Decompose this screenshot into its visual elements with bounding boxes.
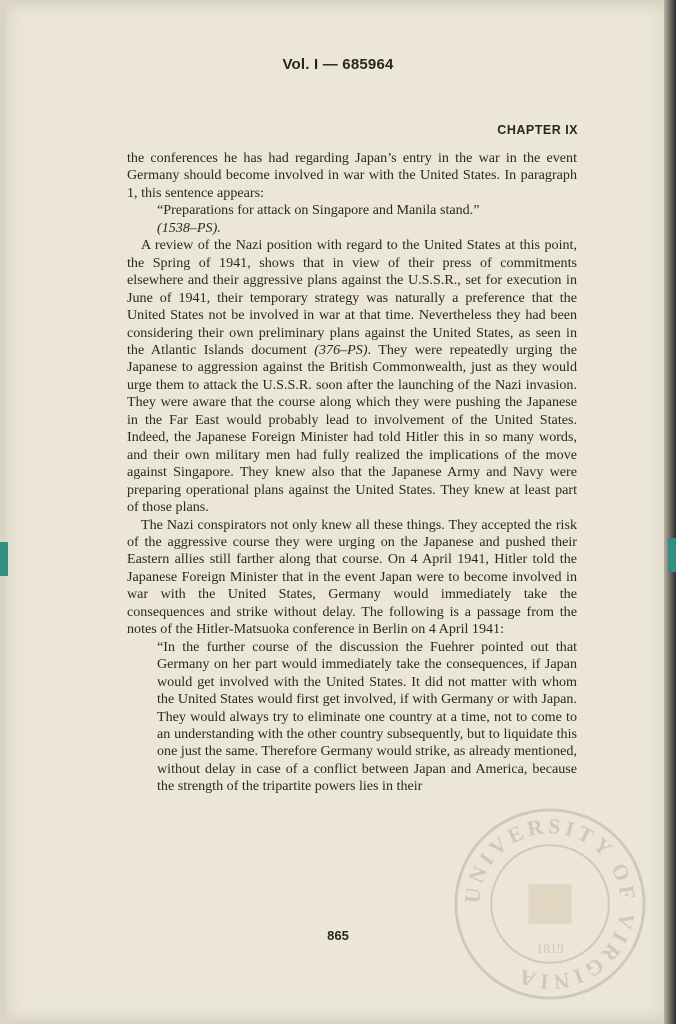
seal-text: UNIVERSITY OF VIRGINIA — [459, 814, 640, 995]
page-edge-shadow — [664, 0, 676, 1024]
quote-1: “Preparations for attack on Singapore and Manila stand.” — [157, 202, 480, 219]
reference-1-text: (1538–PS). — [157, 219, 221, 236]
paragraph-2-reference: (376–PS) — [314, 341, 368, 358]
paragraph-2-part-1: A review of the Nazi position with regard to the United States at this point, the Spring of 1941, shows that in view of their press of commitments elsewhere and their aggressive plans against the U.S.S.R., set for execution in June of 1941, their temporary strategy was naturally a preference that the United States not be involved in war at that time. Nevertheless they had been considering their own preliminary plans against the United States, as seen in the Atlantic Islands document — [127, 237, 577, 358]
chapter-heading: CHAPTER IX — [497, 123, 578, 137]
reference-1 — [127, 220, 577, 237]
paragraph-1: the conferences he has had regarding Japan’s entry in the war in the event Germany should become involved in war with the United States. In paragraph 1, this sentence appears: — [127, 150, 577, 201]
quote-2: “In the further course of the discussion the Fuehrer pointed out that Germany on her part would immediately take the consequences, if Japan would get involved with the United States. It did not matter with whom the United States would first get involved, if with Germany or with Japan. They would always try to eliminate one country at a time, not to come to an understanding with the other country subsequently, but to liquidate this one just the same. Therefore Germany would strike, as already mentioned, without delay in case of a conflict between Japan and America, because the strength of the tripartite powers lies in their — [157, 638, 577, 795]
paragraph-3: The Nazi conspirators not only knew all these things. They accepted the risk of the aggressive course they were urging on the Japanese and pushed their Eastern allies still farther along that course. On 4 April 1941, Hitler told the Japanese Foreign Minister that in the event Japan were to become involved in war with the United States, Germany would immediately take the consequences and strike without delay. The following is a passage from the notes of the Hitler-Matsuoka conference in Berlin on 4 April 1941: — [127, 516, 577, 638]
university-seal-watermark — [452, 806, 648, 1002]
page-number: 865 — [327, 928, 349, 943]
paragraph-2 — [127, 237, 577, 516]
volume-header: Vol. I — 685964 — [282, 56, 394, 73]
seal-year: 1819 — [536, 941, 564, 956]
left-tab-marker — [0, 542, 8, 576]
right-tab-marker — [668, 538, 676, 572]
paragraph-2-part-2: . They were repeatedly urging the Japanese to aggression against the British Commonwealth, just as they would urge them to attack the U.S.S.R. soon after the launching of the Nazi invasion. They were aware that the course along which they were pushing the Japanese in the Far East would probably lead to involvement of the United States. Indeed, the Japanese Foreign Minister had told Hitler this in so many words, and their own military men had fully realized the implications of the move against Singapore. They knew also that the Japanese Army and Navy were preparing operational plans against the United States. They knew at least part of those plans. — [127, 341, 577, 516]
body-text — [127, 150, 577, 796]
